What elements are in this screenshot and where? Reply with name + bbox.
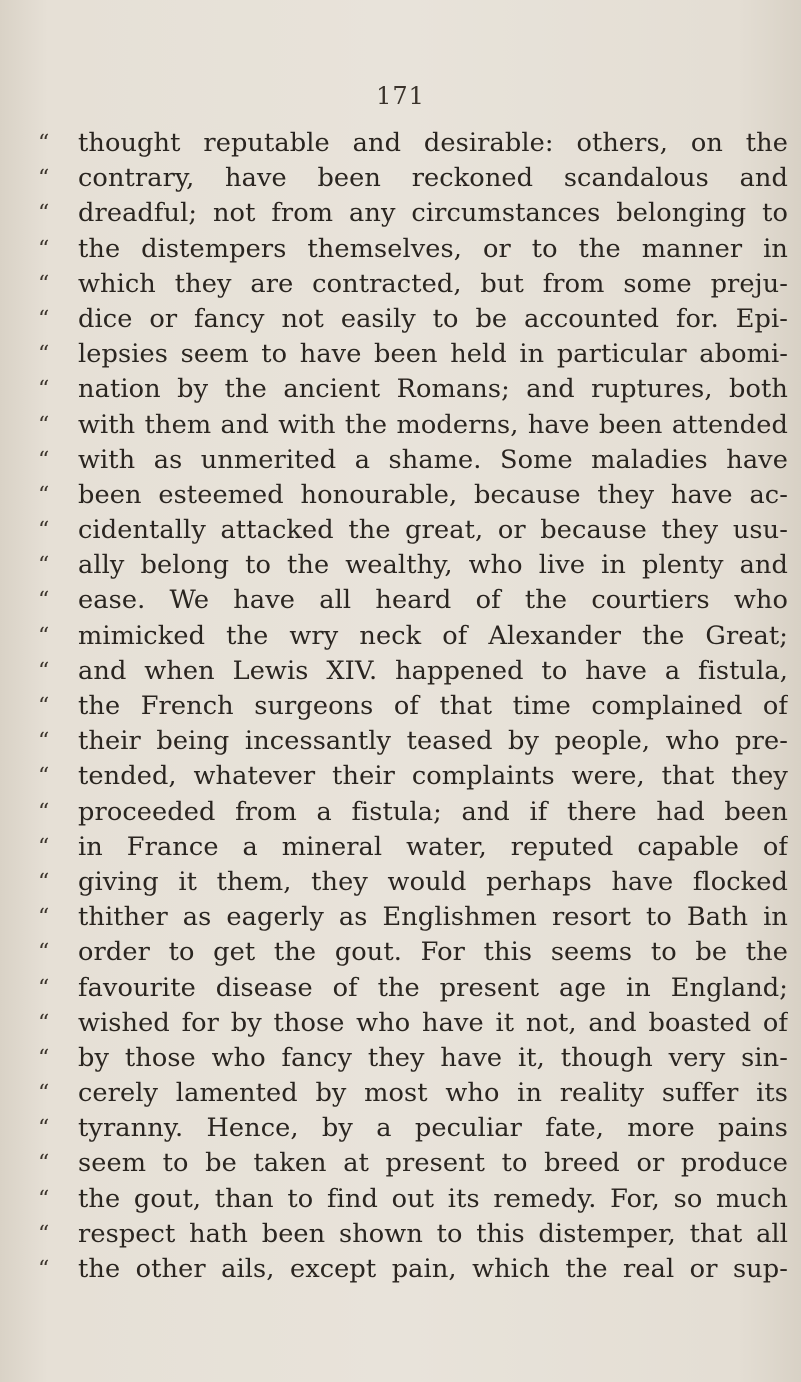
quote-mark: “ [38, 834, 50, 860]
quote-mark: “ [38, 588, 50, 614]
line-text: by those who fancy they have it, though very sin- [78, 1042, 788, 1073]
line-text: giving it them, they would perhaps have flocked [78, 866, 788, 897]
line-text: favourite disease of the present age in England; [78, 972, 788, 1003]
quote-mark: “ [38, 799, 50, 825]
page-number: 171 [376, 82, 425, 110]
text-line [38, 1111, 798, 1146]
line-text: cidentally attacked the great, or because they usu- [78, 515, 788, 546]
quote-mark: “ [38, 1116, 50, 1142]
line-text: order to get the gout. For this seems to be the [78, 937, 788, 968]
text-line [38, 478, 798, 513]
line-text: cerely lamented by most who in reality suffer its [78, 1078, 788, 1109]
quote-mark: “ [38, 764, 50, 790]
line-text: their being incessantly teased by people, who pre- [78, 726, 788, 757]
line-text: ally belong to the wealthy, who live in plenty and [78, 550, 788, 581]
line-text: tyranny. Hence, by a peculiar fate, more pains [78, 1113, 788, 1144]
quote-mark: “ [38, 623, 50, 649]
quote-mark: “ [38, 201, 50, 227]
line-text: the French surgeons of that time complained of [78, 691, 788, 721]
line-text: thought reputable and desirable: others, on the [78, 128, 788, 158]
quote-mark: “ [38, 236, 50, 262]
text-line [38, 1182, 798, 1217]
text-line [38, 126, 798, 161]
text-line [38, 619, 798, 654]
text-line [38, 724, 798, 759]
line-text: ease. We have all heard of the courtiers who [78, 585, 788, 616]
line-text: tended, whatever their complaints were, that they [78, 761, 788, 792]
quote-mark: “ [38, 271, 50, 297]
quote-mark: “ [38, 482, 50, 508]
quote-mark: “ [38, 306, 50, 332]
text-line [38, 759, 798, 794]
line-text: which they are contracted, but from some preju- [78, 268, 788, 299]
quote-mark: “ [38, 342, 50, 368]
line-text: and when Lewis XIV. happened to have a fistula, [78, 655, 788, 686]
text-line [38, 1041, 798, 1076]
text-line [38, 548, 798, 583]
line-text: with as unmerited a shame. Some maladies have [78, 444, 788, 475]
line-text: thither as eagerly as Englishmen resort to Bath in [78, 902, 788, 933]
text-line [38, 372, 798, 407]
line-text: lepsies seem to have been held in particular abomi- [78, 339, 788, 370]
quote-mark: “ [38, 166, 50, 192]
quote-mark: “ [38, 869, 50, 895]
quote-mark: “ [38, 131, 50, 156]
text-line [38, 1146, 798, 1181]
text-line [38, 267, 798, 302]
line-text: dreadful; not from any circumstances belonging to [78, 198, 788, 229]
text-line [38, 795, 798, 830]
line-text: wished for by those who have it not, and boasted of [78, 1007, 788, 1038]
line-text: the other ails, except pain, which the real or sup- [78, 1254, 788, 1284]
text-line [38, 865, 798, 900]
quote-mark: “ [38, 377, 50, 403]
quote-mark: “ [38, 412, 50, 438]
line-text: mimicked the wry neck of Alexander the Great; [78, 620, 788, 651]
quote-mark: “ [38, 694, 50, 719]
line-text: contrary, have been reckoned scandalous and [78, 163, 788, 194]
line-text: respect hath been shown to this distemper, that all [78, 1218, 788, 1249]
line-text: with them and with the moderns, have been attended [78, 409, 788, 440]
line-text: dice or fancy not easily to be accounted for. Epi- [78, 303, 788, 334]
text-line [38, 232, 798, 267]
quote-mark: “ [38, 1221, 50, 1247]
text-line [38, 196, 798, 231]
quote-mark: “ [38, 1081, 50, 1107]
quote-mark: “ [38, 1257, 50, 1282]
line-text: proceeded from a fistula; and if there had been [78, 796, 788, 827]
quote-mark: “ [38, 1010, 50, 1036]
quote-mark: “ [38, 1151, 50, 1177]
text-line [38, 935, 798, 970]
quote-mark: “ [38, 1186, 50, 1212]
line-text: seem to be taken at present to breed or produce [78, 1148, 788, 1179]
text-line [38, 971, 798, 1006]
text-line [38, 689, 798, 724]
quote-mark: “ [38, 553, 50, 579]
quote-mark: “ [38, 658, 50, 684]
text-line [38, 654, 798, 689]
line-text: in France a mineral water, reputed capable of [78, 831, 788, 862]
line-text: nation by the ancient Romans; and ruptures, both [78, 374, 788, 405]
text-line [38, 513, 798, 548]
line-text: the gout, than to find out its remedy. For, so much [78, 1183, 788, 1214]
text-line [38, 900, 798, 935]
text-line [38, 161, 798, 196]
quote-mark: “ [38, 447, 50, 473]
text-line [38, 583, 798, 618]
text-line [38, 302, 798, 337]
text-line [38, 1076, 798, 1111]
body-text [38, 126, 798, 1287]
text-line [38, 408, 798, 443]
text-line [38, 830, 798, 865]
text-line [38, 1252, 798, 1287]
quote-mark: “ [38, 518, 50, 544]
quote-mark: “ [38, 729, 50, 755]
text-line [38, 1217, 798, 1252]
quote-mark: “ [38, 905, 50, 931]
text-line [38, 1006, 798, 1041]
line-text: been esteemed honourable, because they have ac- [78, 479, 788, 510]
quote-mark: “ [38, 940, 50, 966]
line-text: the distempers themselves, or to the manner in [78, 233, 788, 264]
text-line [38, 443, 798, 478]
text-line [38, 337, 798, 372]
quote-mark: “ [38, 1045, 50, 1071]
quote-mark: “ [38, 975, 50, 1001]
